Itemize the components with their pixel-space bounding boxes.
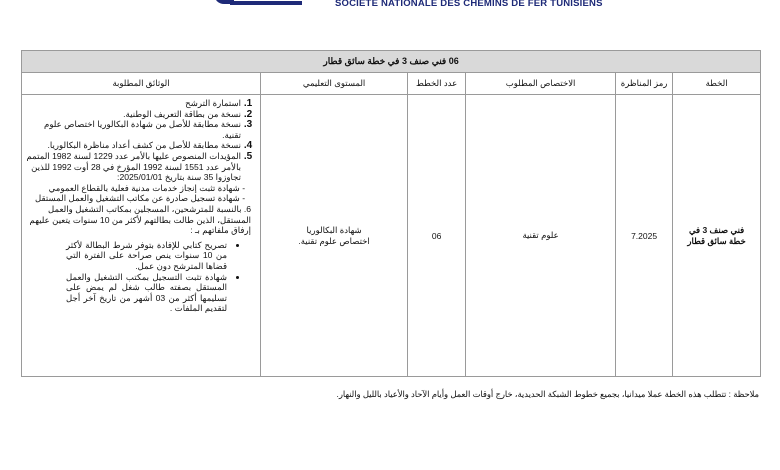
bullet-item: • شهادة تثبت التسجيل بمكتب التشغيل والعمل المستقل بصفته طالب شغل لم يمض على تسليمها أكثر من 03 أشهر من تاريخ آخر أجل لتقديم الملفات . bbox=[66, 272, 227, 314]
documents-list bbox=[26, 98, 255, 183]
cell-count: 06 bbox=[408, 95, 466, 377]
document-item: 5. المؤيدات المنصوص عليها بالأمر عدد 1229 لسنة 1982 المتمم بالأمر عدد 1551 لسنة 1992 المؤرخ في 28 أوت 1992 للذين تجاوزوا 35 سنة بتاريخ 2025/01/01: bbox=[26, 151, 241, 183]
document-item: 2. نسخة من بطاقة التعريف الوطنية. bbox=[26, 109, 241, 120]
logo-bar bbox=[230, 1, 302, 5]
col-header-education: المستوى التعليمي bbox=[261, 73, 408, 95]
column-header-row bbox=[22, 73, 761, 95]
table-row bbox=[22, 95, 761, 377]
col-header-specialty: الاختصاص المطلوب bbox=[466, 73, 616, 95]
col-header-count: عدد الخطط bbox=[408, 73, 466, 95]
education-line-1: شهادة البكالوريا bbox=[306, 224, 362, 235]
document-item: 4. نسخة مطابقة للأصل من كشف أعداد مناظرة البكالوريا. bbox=[26, 140, 241, 151]
cell-code: 7.2025 bbox=[616, 95, 673, 377]
item-6-text: بالنسبة للمترشحين، المسجلين بمكاتب التشغيل والعمل المستقل، الذين طالت بطالتهم لأكثر من 10 سنوات يتعين عليهم إرفاق ملفاتهم بـ : bbox=[29, 203, 252, 236]
cell-education bbox=[261, 95, 408, 377]
table-title: 06 فني صنف 3 في خطة سائق قطار bbox=[22, 51, 761, 73]
document-item: 3. نسخة مطابقة للأصل من شهادة البكالوريا اختصاص علوم تقنية. bbox=[26, 119, 241, 140]
table-title-row bbox=[22, 51, 761, 73]
document-sub-item: - شهادة تسجيل صادرة عن مكاتب التشغيل والعمل المستقل bbox=[35, 193, 246, 204]
sncft-logo bbox=[210, 0, 302, 6]
document-sub-item: - شهادة تثبت إنجاز خدمات مدنية فعلية بالقطاع العمومي bbox=[48, 182, 246, 193]
document-item-6 bbox=[26, 204, 255, 236]
education-line-2: اختصاص علوم تقنية. bbox=[298, 235, 370, 246]
recruitment-table bbox=[21, 50, 761, 377]
cell-plan bbox=[673, 95, 761, 377]
organization-name: SOCIETE NATIONALE DES CHEMINS DE FER TUNISIENS bbox=[335, 0, 603, 9]
document-item: 1. استمارة الترشح bbox=[26, 98, 241, 109]
plan-line-1: فني صنف 3 في bbox=[688, 224, 745, 235]
item-6-number: 6. bbox=[243, 203, 252, 214]
footnote: ملاحظة : تتطلب هذه الخطة عملا ميدانيا، بجميع خطوط الشبكة الحديدية، خارج أوقات العمل وأيام الآحاد والأعياد بالليل والنهار. bbox=[336, 389, 759, 399]
cell-specialty: علوم تقنية bbox=[466, 95, 616, 377]
bullet-item: • تصريح كتابي للإفادة بتوفر شرط البطالة لأكثر من 10 سنوات ينص صراحة على الفترة التي قضاها المترشح دون عمل. bbox=[66, 240, 227, 272]
attachment-bullets bbox=[26, 240, 255, 314]
cell-documents bbox=[22, 95, 261, 377]
col-header-plan: الخطة bbox=[673, 73, 761, 95]
plan-line-2: خطة سائق قطار bbox=[687, 235, 746, 246]
col-header-code: رمز المناظرة bbox=[616, 73, 673, 95]
col-header-documents: الوثائق المطلوبة bbox=[22, 73, 261, 95]
